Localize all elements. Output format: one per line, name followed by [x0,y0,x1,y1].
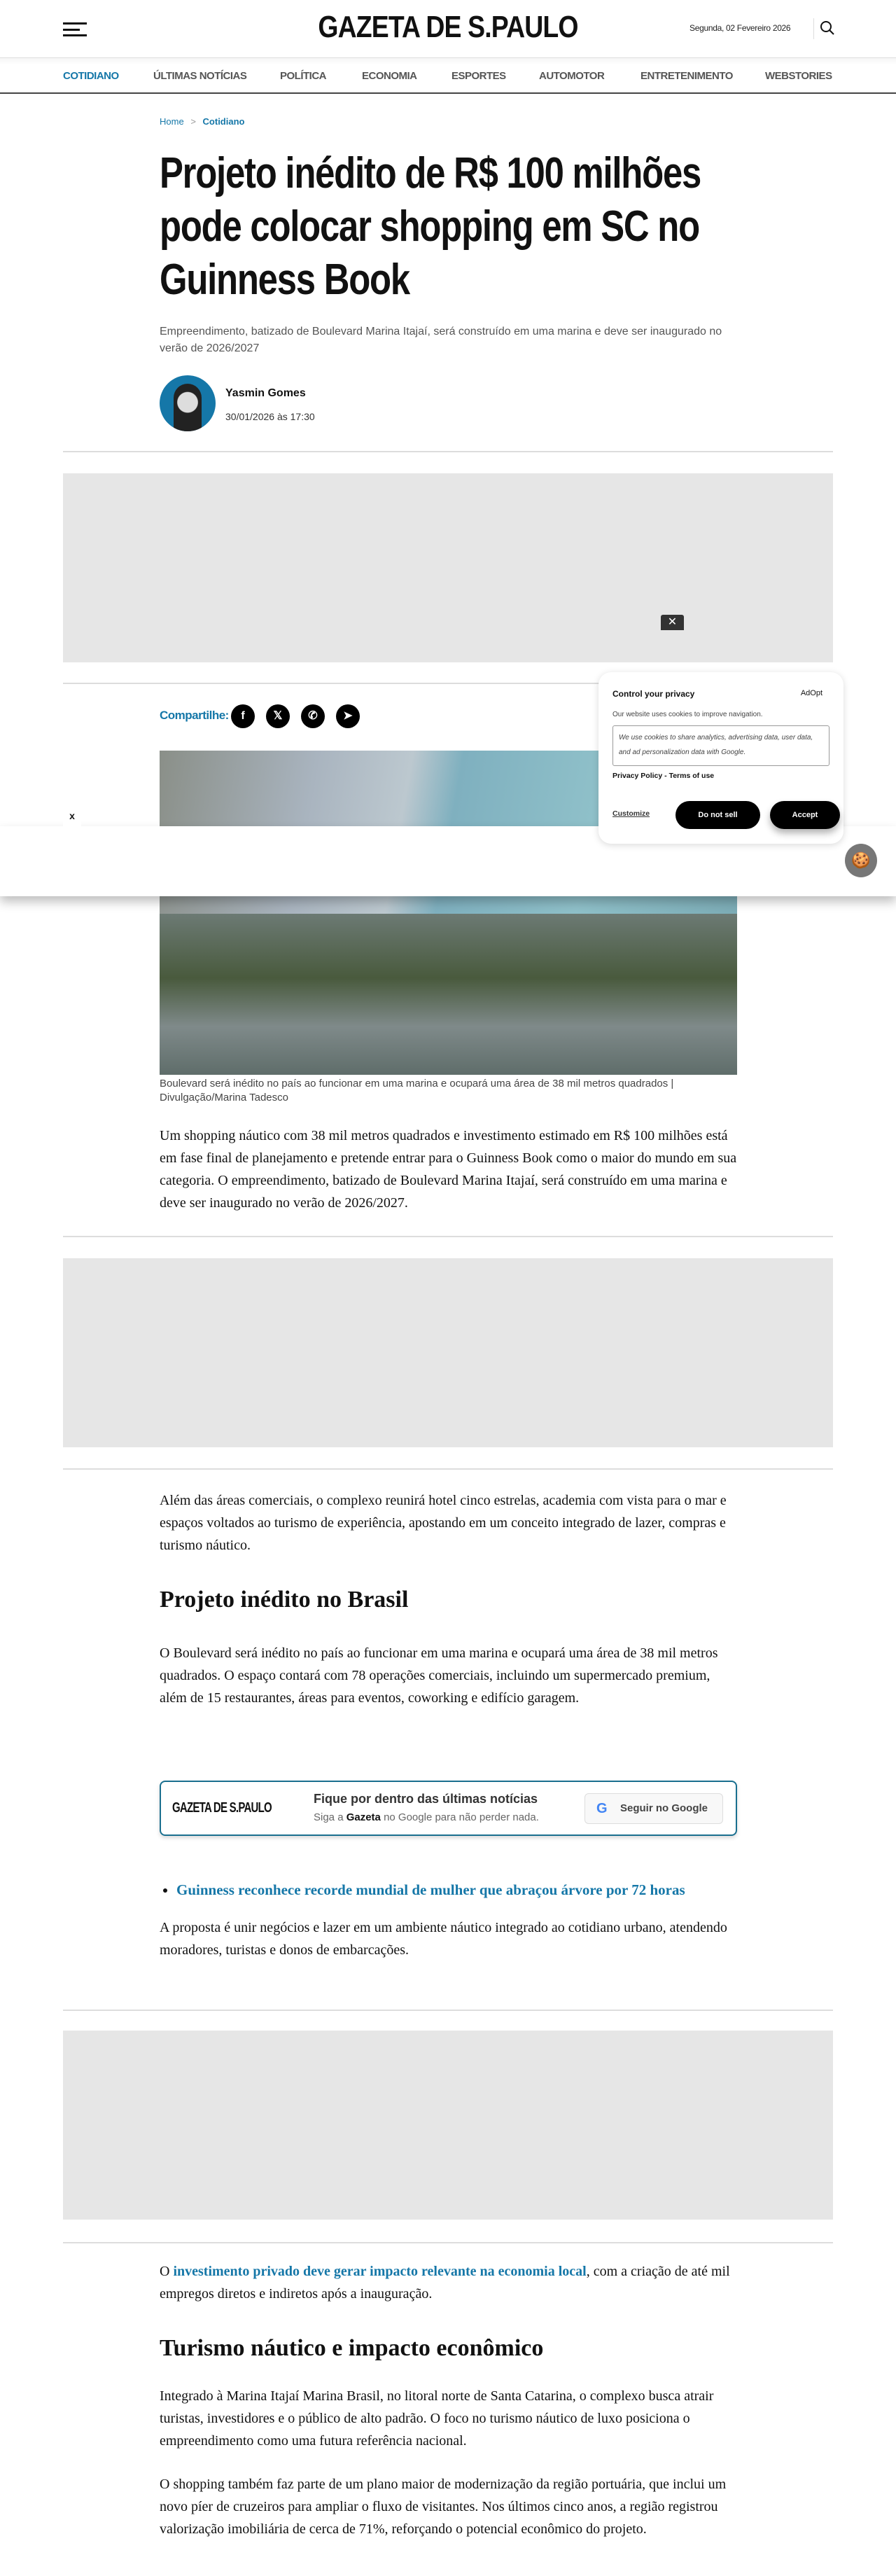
nav-automotor[interactable]: AUTOMOTOR [539,70,605,82]
divider [813,18,814,39]
whatsapp-icon[interactable]: ✆ [301,704,325,728]
search-icon[interactable] [819,20,836,36]
cookie-title: Control your privacy [612,689,695,699]
divider [63,2010,833,2011]
article-body-2 [160,1489,741,1709]
breadcrumb [160,116,244,127]
breadcrumb-separator: > [190,116,196,127]
paragraph: Integrado à Marina Itajaí Marina Brasil, no litoral norte de Santa Catarina, o complexo busca atrair turistas, investidores e o público de alto padrão. O foco no turismo náutico de luxo posiciona o empreendimento como uma futura referência nacional. [160,2388,714,2449]
inline-link[interactable]: investimento privado deve gerar impacto relevante na economia local [173,2264,587,2279]
x-twitter-icon[interactable]: 𝕏 [266,704,290,728]
nav-politica[interactable]: POLÍTICA [280,70,326,82]
publish-date: 30/01/2026 às 17:30 [225,411,315,422]
cookie-consent-dialog [598,672,844,844]
telegram-icon[interactable]: ➤ [336,704,360,728]
cookie-description: Our website uses cookies to improve navigation. [612,711,763,718]
paragraph: O investimento privado deve gerar impacto relevante na economia local, com a criação de até mil empregos diretos e indiretos após a inauguração. [160,2264,730,2302]
article-body-3 [160,1879,741,1961]
article-body-1 [160,1125,741,1214]
header-date: Segunda, 02 Fevereiro 2026 [690,23,791,33]
paragraph: Um shopping náutico com 38 mil metros quadrados e investimento estimado em R$ 100 milhões está em fase final de planejamento e pretende entrar para o Guinness Book como o maior do mundo em sua categoria. O empreendimento, batizado de Boulevard Marina Itajaí, será construído em uma marina e deve ser inaugurado no verão de 2026/2027. [160,1128,737,1211]
page-title: Projeto inédito de R$ 100 milhões pode colocar shopping em SC no Guinness Book [160,149,701,304]
accept-button[interactable]: Accept [770,801,840,829]
main-nav [0,57,896,94]
section-heading: Projeto inédito no Brasil [160,1587,409,1613]
divider [63,1236,833,1237]
cookie-google-notice: We use cookies to share analytics, advertising data, user data, and ad personalization data with Google. [612,725,830,766]
divider [63,2242,833,2243]
facebook-icon[interactable]: f [231,704,255,728]
close-sticky-ad-button[interactable]: x [63,805,81,826]
link-separator: - [664,772,667,780]
site-logo[interactable]: GAZETA DE S.PAULO [318,10,578,44]
related-list [160,1879,741,1901]
gbox-subtitle: Siga a Gazeta no Google para não perder nada. [314,1811,539,1823]
gbox-title: Fique por dentro das últimas notícias [314,1792,538,1806]
section-heading: Turismo náutico e impacto econômico [160,2335,544,2361]
google-follow-box [160,1781,737,1836]
close-ad-button[interactable]: ✕ [661,615,684,630]
customize-button[interactable]: Customize [612,809,650,818]
article-subtitle: Empreendimento, batizado de Boulevard Marina Itajaí, será construído em uma marina e deve ser inaugurado no verão de 2026/2027 [160,326,722,354]
do-not-sell-button[interactable]: Do not sell [676,801,760,829]
terms-link[interactable]: Terms of use [668,772,715,780]
breadcrumb-current[interactable]: Cotidiano [202,116,245,127]
share-label: Compartilhe: [160,709,229,722]
paragraph: Além das áreas comerciais, o complexo reunirá hotel cinco estrelas, academia com vista para o mar e espaços voltados ao turismo de experiência, apostando em um conceito integrado de lazer, compras e turismo náutico. [160,1493,727,1553]
nav-entretenimento[interactable]: ENTRETENIMENTO [640,70,733,82]
author-name[interactable]: Yasmin Gomes [225,387,306,399]
follow-google-button[interactable]: G Seguir no Google [584,1793,723,1824]
privacy-policy-link[interactable]: Privacy Policy [612,772,663,780]
paragraph: A proposta é unir negócios e lazer em um ambiente náutico integrado ao cotidiano urbano, atendendo moradores, turistas e donos de embarcações. [160,1920,727,1958]
ad-slot [63,1258,833,1447]
author-avatar[interactable] [160,375,216,431]
ad-slot [63,473,833,662]
cookie-brand: AdOpt [800,689,822,697]
related-link[interactable]: Guinness reconhece recorde mundial de mulher que abraçou árvore por 72 horas [176,1881,685,1898]
nav-cotidiano[interactable]: COTIDIANO [63,70,119,82]
photo-caption: Boulevard será inédito no país ao funcionar em uma marina e ocupará uma área de 38 mil metros quadrados | Divulgação/Marina Tadesco [160,1078,674,1103]
nav-webstories[interactable]: WEBSTORIES [765,70,832,82]
divider [63,451,833,452]
nav-esportes[interactable]: ESPORTES [451,70,506,82]
paragraph: O Boulevard será inédito no país ao funcionar em uma marina e ocupará uma área de 38 mil metros quadrados. O espaço contará com 78 operações comerciais, incluindo um supermercado premium, além de 15 restaurantes, áreas para eventos, coworking e edifício garagem. [160,1645,718,1706]
nav-ultimas-noticias[interactable]: ÚLTIMAS NOTÍCIAS [153,70,247,82]
article-body-4 [160,2260,741,2540]
paragraph: O shopping também faz parte de um plano maior de modernização da região portuária, que inclui um novo píer de cruzeiros para ampliar o fluxo de visitantes. Nos últimos cinco anos, a região registrou valorização imobiliária de cerca de 71%, reforçando o potencial econômico do projeto. [160,2477,727,2537]
gbox-logo: GAZETA DE S.PAULO [172,1800,272,1816]
breadcrumb-home[interactable]: Home [160,116,184,127]
ad-slot [63,2031,833,2220]
nav-economia[interactable]: ECONOMIA [362,70,417,82]
author-block [160,375,741,431]
cookie-icon[interactable]: 🍪 [845,844,877,877]
article-header [160,147,741,431]
divider [63,1468,833,1470]
google-icon: G [596,1801,608,1816]
